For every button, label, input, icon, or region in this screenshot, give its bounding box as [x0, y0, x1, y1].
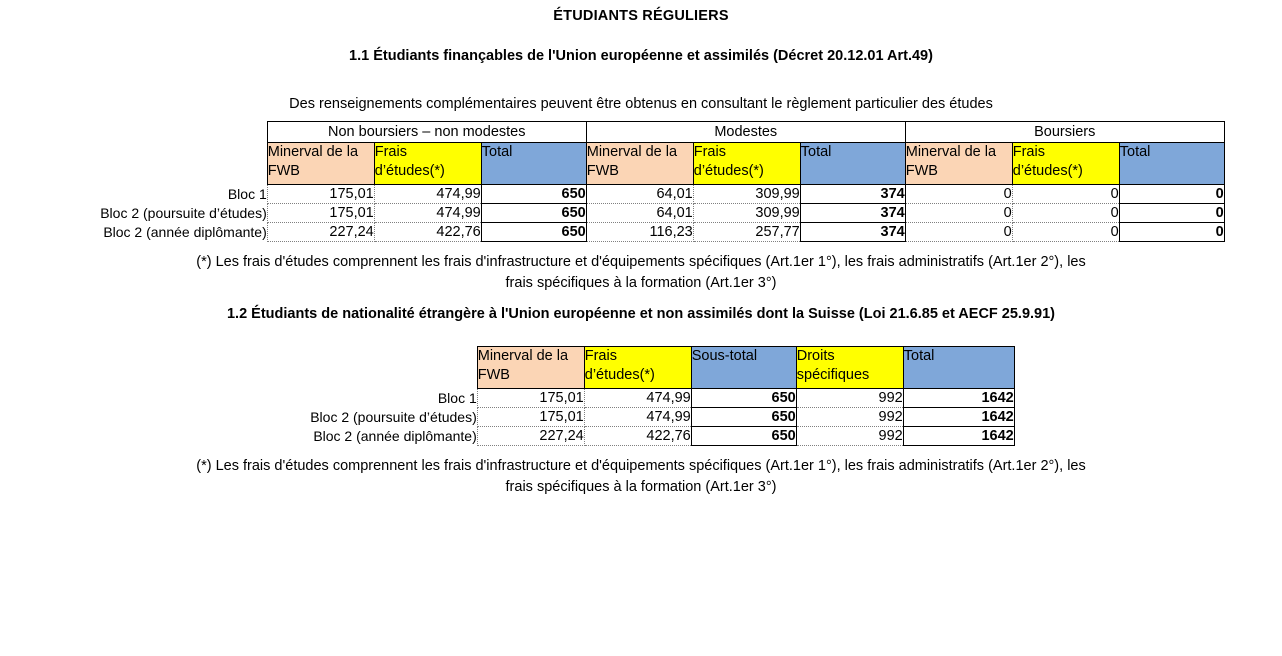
cell-value: 0	[1012, 223, 1119, 242]
table1-wrapper	[0, 121, 1282, 242]
col-header-total: Total	[903, 347, 1014, 389]
cell-value: 227,24	[477, 427, 584, 446]
col-header-minerval: Minerval de la FWB	[477, 347, 584, 389]
cell-value: 309,99	[693, 185, 800, 204]
cell-total: 1642	[903, 427, 1014, 446]
intro-line: Des renseignements complémentaires peuvent être obtenus en consultant le règlement particulier des études	[289, 96, 993, 112]
cell-value: 0	[1012, 185, 1119, 204]
footnote-1-line-2: frais spécifiques à la formation (Art.1er 3°)	[505, 275, 777, 291]
table2-body	[267, 389, 1014, 446]
col-header-total-2: Total	[800, 143, 905, 185]
cell-value: 474,99	[374, 204, 481, 223]
table-etrangers-hors-ue	[267, 346, 1015, 446]
cell-total: 374	[800, 204, 905, 223]
cell-value: 992	[796, 408, 903, 427]
cell-value: 64,01	[586, 204, 693, 223]
cell-total: 374	[800, 223, 905, 242]
table-finan-ue	[57, 121, 1225, 242]
col-header-frais: Frais d’études(*)	[584, 347, 691, 389]
cell-value: 992	[796, 427, 903, 446]
table-row	[57, 204, 1224, 223]
table2-column-header-row	[267, 347, 1014, 389]
row-label: Bloc 2 (poursuite d’études)	[310, 408, 477, 425]
table-row	[57, 185, 1224, 204]
page-title: ÉTUDIANTS RÉGULIERS	[553, 8, 729, 24]
section-1-2-title: 1.2 Étudiants de nationalité étrangère à l'Union européenne et non assimilés dont la Suisse (Loi 21.6.85 et AECF 25.9.91)	[226, 306, 1056, 322]
cell-total: 0	[1119, 204, 1224, 223]
cell-total: 650	[691, 389, 796, 408]
col-header-frais-3: Frais d’études(*)	[1012, 143, 1119, 185]
corner-spacer	[57, 122, 267, 143]
table-row	[267, 408, 1014, 427]
cell-value: 175,01	[477, 389, 584, 408]
footnote-1	[101, 251, 1181, 293]
cell-value: 0	[1012, 204, 1119, 223]
cell-total: 650	[481, 185, 586, 204]
table1-body	[57, 185, 1224, 242]
cell-total: 0	[1119, 185, 1224, 204]
table-row	[267, 427, 1014, 446]
cell-value: 992	[796, 389, 903, 408]
table1-column-header-row	[57, 143, 1224, 185]
cell-value: 474,99	[374, 185, 481, 204]
row-label: Bloc 2 (poursuite d’études)	[100, 204, 267, 221]
cell-value: 422,76	[374, 223, 481, 242]
cell-total: 374	[800, 185, 905, 204]
col-header-minerval-2: Minerval de la FWB	[586, 143, 693, 185]
row-label: Bloc 1	[227, 185, 267, 202]
col-header-total-1: Total	[481, 143, 586, 185]
cell-total: 650	[481, 223, 586, 242]
table2-wrapper	[0, 346, 1282, 446]
footnote-2	[101, 455, 1181, 497]
corner-spacer-3	[267, 347, 477, 389]
section-1-1-title: 1.1 Étudiants finançables de l'Union européenne et assimilés (Décret 20.12.01 Art.49)	[349, 48, 933, 64]
cell-value: 0	[905, 185, 1012, 204]
cell-value: 227,24	[267, 223, 374, 242]
footnote-2-line-2: frais spécifiques à la formation (Art.1er 3°)	[505, 479, 777, 495]
group-header-boursiers: Boursiers	[905, 122, 1224, 143]
cell-value: 474,99	[584, 389, 691, 408]
row-label: Bloc 2 (année diplômante)	[313, 427, 477, 444]
cell-value: 0	[905, 223, 1012, 242]
cell-value: 474,99	[584, 408, 691, 427]
table-row	[267, 389, 1014, 408]
group-header-non-boursiers: Non boursiers – non modestes	[267, 122, 586, 143]
cell-value: 257,77	[693, 223, 800, 242]
cell-total: 0	[1119, 223, 1224, 242]
cell-value: 116,23	[586, 223, 693, 242]
cell-total: 650	[691, 408, 796, 427]
footnote-2-line-1: (*) Les frais d'études comprennent les frais d'infrastructure et d'équipements spécifiques (Art.1er 1°), les frais administratifs (Art.1er 2°), les	[196, 458, 1086, 474]
col-header-sous-total: Sous-total	[691, 347, 796, 389]
group-header-modestes: Modestes	[586, 122, 905, 143]
col-header-frais-1: Frais d’études(*)	[374, 143, 481, 185]
col-header-total-3: Total	[1119, 143, 1224, 185]
col-header-minerval-3: Minerval de la FWB	[905, 143, 1012, 185]
cell-value: 175,01	[267, 204, 374, 223]
cell-value: 309,99	[693, 204, 800, 223]
footnote-1-line-1: (*) Les frais d'études comprennent les frais d'infrastructure et d'équipements spécifiques (Art.1er 1°), les frais administratifs (Art.1er 2°), les	[196, 254, 1086, 270]
col-header-droits-specifiques: Droits spécifiques	[796, 347, 903, 389]
cell-value: 0	[905, 204, 1012, 223]
cell-value: 175,01	[267, 185, 374, 204]
document-page	[0, 8, 1282, 656]
col-header-minerval-1: Minerval de la FWB	[267, 143, 374, 185]
cell-total: 1642	[903, 389, 1014, 408]
col-header-frais-2: Frais d’études(*)	[693, 143, 800, 185]
cell-value: 175,01	[477, 408, 584, 427]
cell-total: 650	[481, 204, 586, 223]
cell-value: 422,76	[584, 427, 691, 446]
cell-total: 650	[691, 427, 796, 446]
table-row	[57, 223, 1224, 242]
row-label: Bloc 2 (année diplômante)	[103, 223, 267, 240]
row-label: Bloc 1	[437, 389, 477, 406]
cell-total: 1642	[903, 408, 1014, 427]
cell-value: 64,01	[586, 185, 693, 204]
section-1-2-wrapper	[0, 306, 1282, 322]
table1-group-header-row	[57, 122, 1224, 143]
corner-spacer-2	[57, 143, 267, 185]
